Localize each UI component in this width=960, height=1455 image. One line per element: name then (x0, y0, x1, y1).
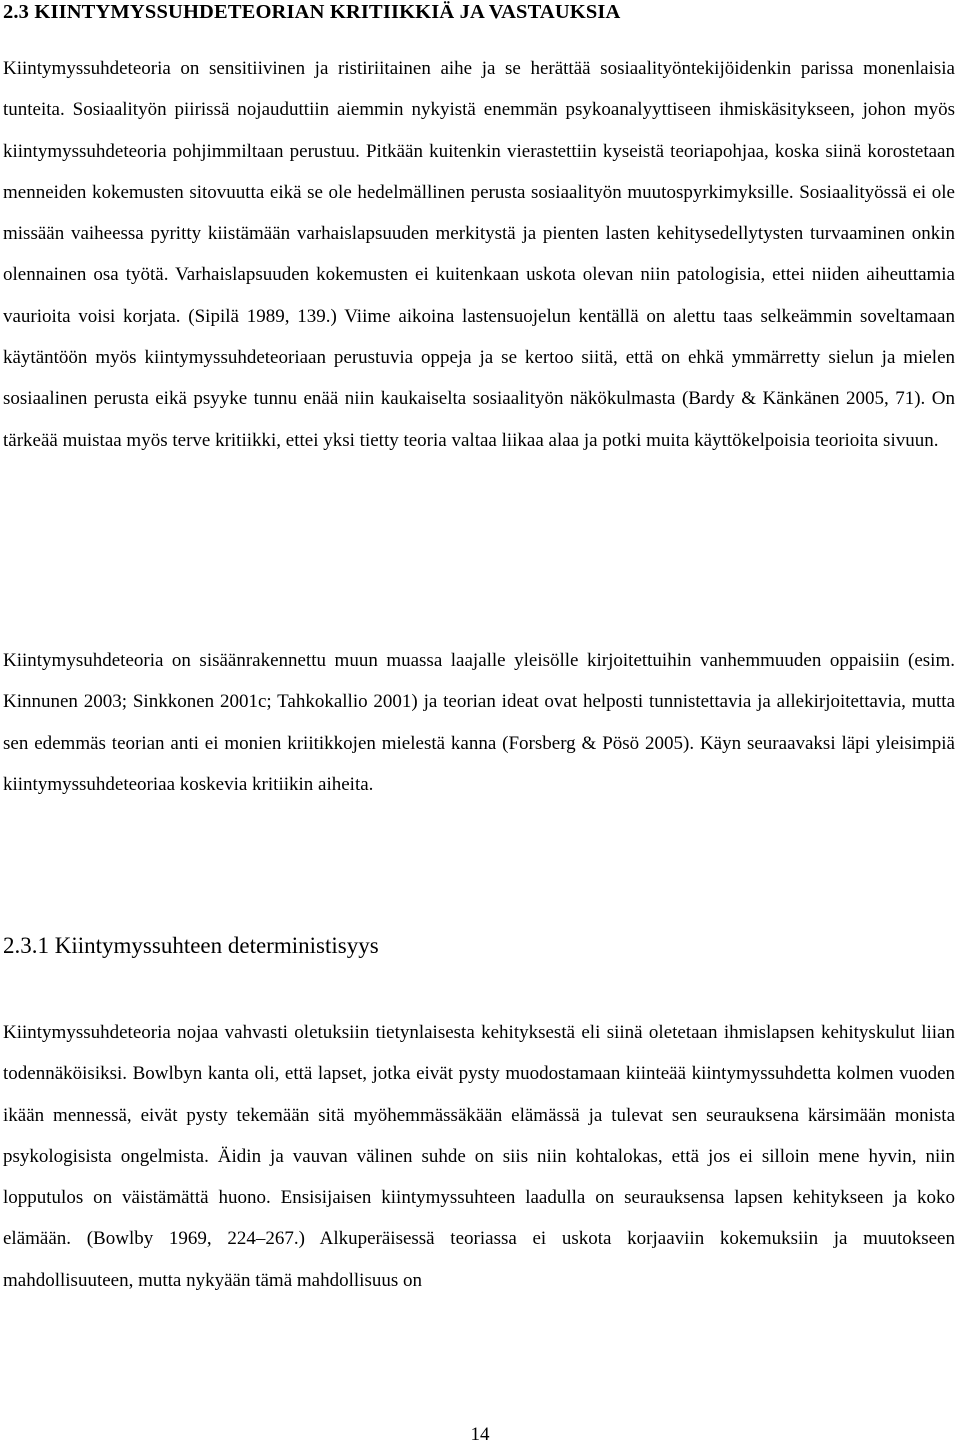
section-heading: 2.3 KIINTYMYSSUHDETEORIAN KRITIIKKIÄ JA VASTAUKSIA (3, 1, 621, 23)
body-paragraph: Kiintymysuhdeteoria on sisäänrakennettu muun muassa laajalle yleisölle kirjoitettuihin vanhemmuuden oppaisiin (esim. Kinnunen 2003; Sinkkonen 2001c; Tahkokallio 2001) ja teorian ideat ovat helposti tunnistettavia ja allekirjoitettavia, mutta sen edemmäs teorian anti ei monien kriitikkojen mielestä kanna (Forsberg & Pösö 2005). Käyn seuraavaksi läpi yleisimpiä kiintymyssuhdeteoriaa koskevia kritiikin aiheita. (3, 650, 955, 795)
body-paragraph: Kiintymyssuhdeteoria nojaa vahvasti oletuksiin tietynlaisesta kehityksestä eli siinä oletetaan ihmislapsen kehityskulut liian todennäköisiksi. Bowlbyn kanta oli, että lapset, jotka eivät pysty muodostamaan kiinteää kiintymyssuhdetta kolmen vuoden ikään mennessä, eivät pysty tekemään sitä myöhemmässäkään elämässä ja tulevat sen seurauksena kärsimään monista psykologisista ongelmista. Äidin ja vauvan välinen suhde on siis niin kohtalokas, että jos ei silloin mene hyvin, niin lopputulos on väistämättä huono. Ensisijaisen kiintymyssuhteen laadulla on seurauksensa lapsen kehitykseen ja koko elämään. (Bowlby 1969, 224–267.) Alkuperäisessä teoriassa ei uskota korjaaviin kokemuksiin ja muutokseen mahdollisuuteen, mutta nykyään tämä mahdollisuus on (3, 1022, 955, 1291)
subsection-heading: 2.3.1 Kiintymyssuhteen deterministisyys (3, 933, 379, 958)
page-number: 14 (470, 1424, 490, 1445)
body-paragraph: Kiintymyssuhdeteoria on sensitiivinen ja ristiriitainen aihe ja se herättää sosiaalityöntekijöidenkin parissa monenlaisia tunteita. Sosiaalityön piirissä nojauduttiin aiemmin nykyistä enemmän psykoanalyyttiseen ihmiskäsitykseen, johon myös kiintymyssuhdeteoria pohjimmiltaan perustuu. Pitkään kuitenkin vierastettiin kyseistä teoriapohjaa, koska siinä korostetaan menneiden kokemusten sitovuutta eikä se ole hedelmällinen perusta sosiaalityön muutospyrkimyksille. Sosiaalityössä ei ole missään vaiheessa pyritty kiistämään varhaislapsuuden merkitystä ja pienten lasten kehitysedellytysten turvaaminen onkin olennainen osa työtä. Varhaislapsuuden kokemusten ei kuitenkaan uskota olevan niin patologisia, ettei niiden aiheuttamia vaurioita voisi korjata. (Sipilä 1989, 139.) Viime aikoina lastensuojelun kentällä on alettu taas selkeämmin soveltamaan käytäntöön myös kiintymyssuhdeteoriaan perustuvia oppeja ja se kertoo siitä, että on ehkä ymmärretty sielun ja mielen sosiaalinen perusta eikä psyyke tunnu enää niin kaukaiselta sosiaalityön näkökulmasta (Bardy & Känkänen 2005, 71). On tärkeää muistaa myös terve kritiikki, ettei yksi tietty teoria valtaa liikaa alaa ja potki muita käyttökelpoisia teorioita sivuun. (3, 58, 955, 451)
